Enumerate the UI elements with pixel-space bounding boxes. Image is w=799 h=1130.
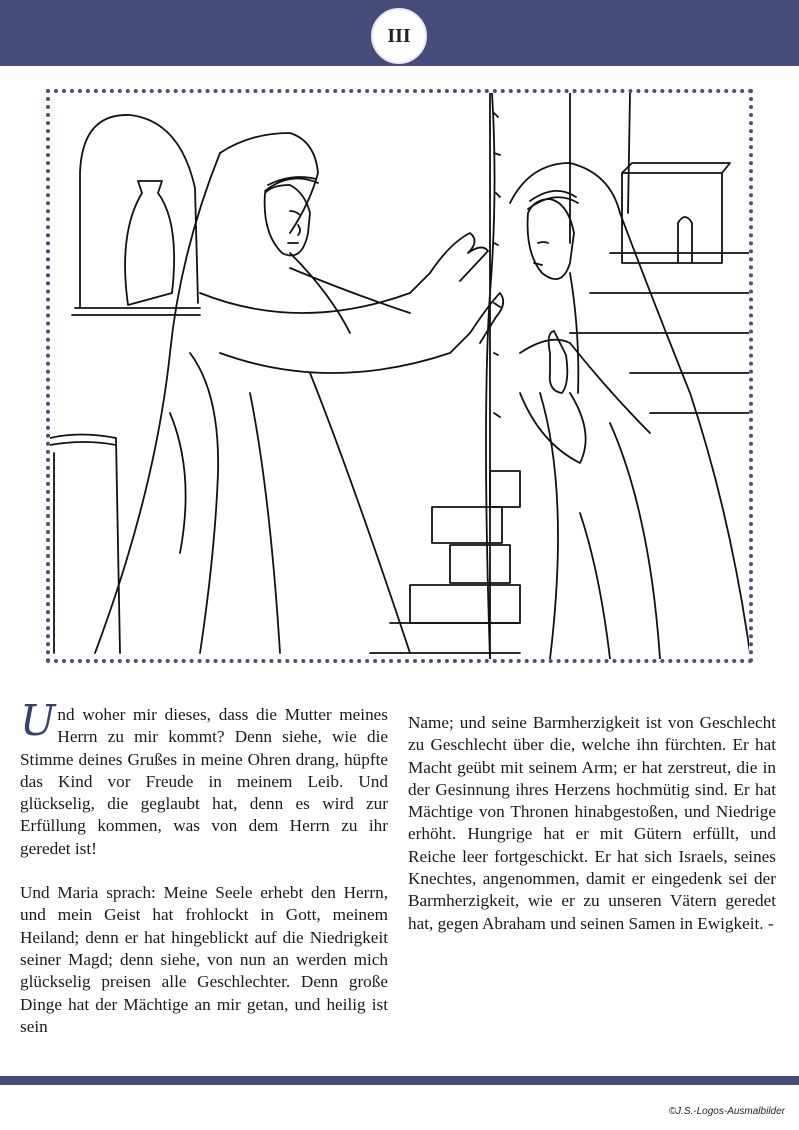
text-column-right xyxy=(408,712,776,935)
maria-head xyxy=(528,199,574,279)
elisabeth-head xyxy=(265,185,310,256)
brick xyxy=(490,471,520,507)
illustration-frame xyxy=(46,89,753,663)
elisabeth-hair xyxy=(265,177,318,191)
illustration xyxy=(50,93,749,659)
elisabeth-veil xyxy=(220,133,318,233)
maria-body xyxy=(520,273,660,659)
paragraph-text: nd woher mir dieses, dass die Mutter meines Herrn zu mir kommt? Denn siehe, wie die Stimme deines Grußes in meine Ohren drang, hüpfte das Kind vor Freude in meinem Leib. Und glückselig, die geglaubt hat, denn es wird zur Erfüllung kommen, was von dem Herrn zu ihr geredet ist! xyxy=(20,705,388,858)
maria-veil xyxy=(510,163,749,653)
page-number-badge xyxy=(371,8,427,64)
barrel xyxy=(50,435,120,654)
paragraph: Name; und seine Barmherzigkeit ist von Geschlecht zu Geschlecht über die, welche ihn fürchten. Er hat Macht geübt mit seinem Arm; er hat zerstreut, die in der Gesinnung ihres Herzens hochmütig sind. Er hat Mächtige von Thronen hinabgestoßen, und Niedrige erhöht. Hungrige hat er mit Gütern erfüllt, und Reiche leer fortgeschickt. Er hat sich Israels, seines Knechtes, angenommen, damit er eingedenk sei der Barmherzigkeit, wie er zu unseren Vätern geredet hat, gegen Abraham und seinen Samen in Ewigkeit. - xyxy=(408,713,776,933)
step xyxy=(370,623,520,653)
text-column-left xyxy=(20,696,388,1038)
brick xyxy=(410,585,520,623)
dropcap: U xyxy=(20,696,56,745)
copyright: ©J.S.-Logos-Ausmalbilder xyxy=(668,1106,785,1117)
paragraph xyxy=(20,696,388,860)
brick xyxy=(450,545,510,583)
pillar xyxy=(570,93,630,243)
footer-bar xyxy=(0,1076,799,1085)
paragraph: Und Maria sprach: Meine Seele erhebt den Herrn, und mein Geist hat frohlockt in Gott, meinem Heiland; denn er hat hingeblickt auf die Niedrigkeit seiner Magd; denn siehe, von nun an werden mich glückselig preisen alle Geschlechter. Denn große Dinge hat der Mächtige an mir getan, und heilig ist sein xyxy=(20,883,388,1036)
maria-face xyxy=(534,242,548,265)
arch-niche xyxy=(80,115,198,308)
central-wall xyxy=(486,93,495,659)
niche-ledge xyxy=(72,308,200,315)
vase xyxy=(125,181,174,305)
distant-wall xyxy=(570,253,749,413)
elisabeth-robe-folds xyxy=(170,353,410,653)
page-number: III xyxy=(387,24,411,47)
distant-house xyxy=(622,163,730,263)
elisabeth-arms xyxy=(200,273,470,373)
brick xyxy=(432,507,502,543)
